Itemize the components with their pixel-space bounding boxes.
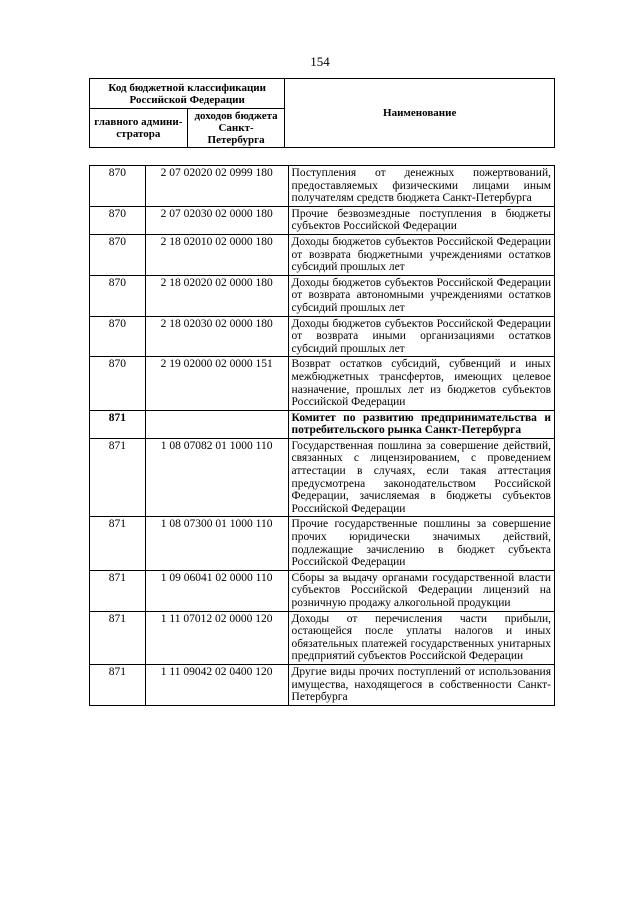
budget-code-cell: 2 18 02020 02 0000 180 xyxy=(145,275,288,316)
budget-code-cell: 1 08 07300 01 1000 110 xyxy=(145,517,288,570)
admin-code-cell: 871 xyxy=(90,438,146,517)
admin-code-cell: 871 xyxy=(90,664,146,705)
admin-code-cell: 871 xyxy=(90,570,146,611)
name-cell: Поступления от денежных пожертвований, предоставляемых физическими лицами иным получателям средств бюджета Санкт-Петербурга xyxy=(288,166,554,207)
budget-code-cell: 1 08 07082 01 1000 110 xyxy=(145,438,288,517)
budget-code-cell: 2 07 02020 02 0999 180 xyxy=(145,166,288,207)
table-row xyxy=(90,275,555,316)
table-row xyxy=(90,438,555,517)
budget-code-cell: 2 18 02010 02 0000 180 xyxy=(145,234,288,275)
header-group-title: Код бюджетной классификации Российской Федерации xyxy=(90,79,285,109)
table-row xyxy=(90,570,555,611)
table-row xyxy=(90,611,555,664)
table-row xyxy=(90,234,555,275)
name-cell: Доходы бюджетов субъектов Российской Федерации от возврата автономными учреждениями остатков субсидий прошлых лет xyxy=(288,275,554,316)
budget-code-cell: 2 18 02030 02 0000 180 xyxy=(145,316,288,357)
name-cell: Комитет по развитию предпринимательства и потребительского рынка Санкт-Петербурга xyxy=(288,410,554,438)
header-name-column: Наименование xyxy=(285,79,555,148)
header-admin-column: главного админи-стратора xyxy=(90,109,188,148)
admin-code-cell: 870 xyxy=(90,316,146,357)
name-cell: Доходы бюджетов субъектов Российской Федерации от возврата иными организациями остатков субсидий прошлых лет xyxy=(288,316,554,357)
budget-code-cell: 1 11 07012 02 0000 120 xyxy=(145,611,288,664)
revenue-code-table xyxy=(89,165,555,706)
table-row xyxy=(90,316,555,357)
admin-code-cell: 870 xyxy=(90,234,146,275)
admin-code-cell: 871 xyxy=(90,517,146,570)
admin-code-cell: 871 xyxy=(90,410,146,438)
table-row xyxy=(90,664,555,705)
table-row xyxy=(90,517,555,570)
budget-code-cell: 1 09 06041 02 0000 110 xyxy=(145,570,288,611)
table-row xyxy=(90,166,555,207)
budget-code-cell: 1 11 09042 02 0400 120 xyxy=(145,664,288,705)
name-cell: Доходы бюджетов субъектов Российской Федерации от возврата бюджетными учреждениями остатков субсидий прошлых лет xyxy=(288,234,554,275)
page-number: 154 xyxy=(310,54,330,69)
table-row xyxy=(90,410,555,438)
name-cell: Возврат остатков субсидий, субвенций и иных межбюджетных трансфертов, имеющих целевое назначение, прошлых лет из бюджетов субъектов Российской Федерации xyxy=(288,357,554,410)
name-cell: Прочие безвозмездные поступления в бюджеты субъектов Российской Федерации xyxy=(288,206,554,234)
name-cell: Доходы от перечисления части прибыли, остающейся после уплаты налогов и иных обязательных платежей государственных унитарных предприятий субъектов Российской Федерации xyxy=(288,611,554,664)
name-cell: Другие виды прочих поступлений от использования имущества, находящегося в собственности Санкт-Петербурга xyxy=(288,664,554,705)
admin-code-cell: 870 xyxy=(90,166,146,207)
header-code-column: доходов бюджета Санкт-Петербурга xyxy=(187,109,285,148)
admin-code-cell: 870 xyxy=(90,275,146,316)
admin-code-cell: 871 xyxy=(90,611,146,664)
admin-code-cell: 870 xyxy=(90,206,146,234)
budget-code-cell: 2 07 02030 02 0000 180 xyxy=(145,206,288,234)
name-cell: Сборы за выдачу органами государственной власти субъектов Российской Федерации лицензий на розничную продажу алкогольной продукции xyxy=(288,570,554,611)
table-header xyxy=(89,78,555,148)
admin-code-cell: 870 xyxy=(90,357,146,410)
table-row xyxy=(90,357,555,410)
budget-code-cell xyxy=(145,410,288,438)
name-cell: Государственная пошлина за совершение действий, связанных с лицензированием, с проведением аттестации в случаях, если такая аттестация предусмотрена законодательством Российской Федерации, зачисляемая в бюджеты субъектов Российской Федерации xyxy=(288,438,554,517)
budget-code-cell: 2 19 02000 02 0000 151 xyxy=(145,357,288,410)
name-cell: Прочие государственные пошлины за совершение прочих юридически значимых действий, подлежащие зачислению в бюджет субъекта Российской Федерации xyxy=(288,517,554,570)
table-row xyxy=(90,206,555,234)
